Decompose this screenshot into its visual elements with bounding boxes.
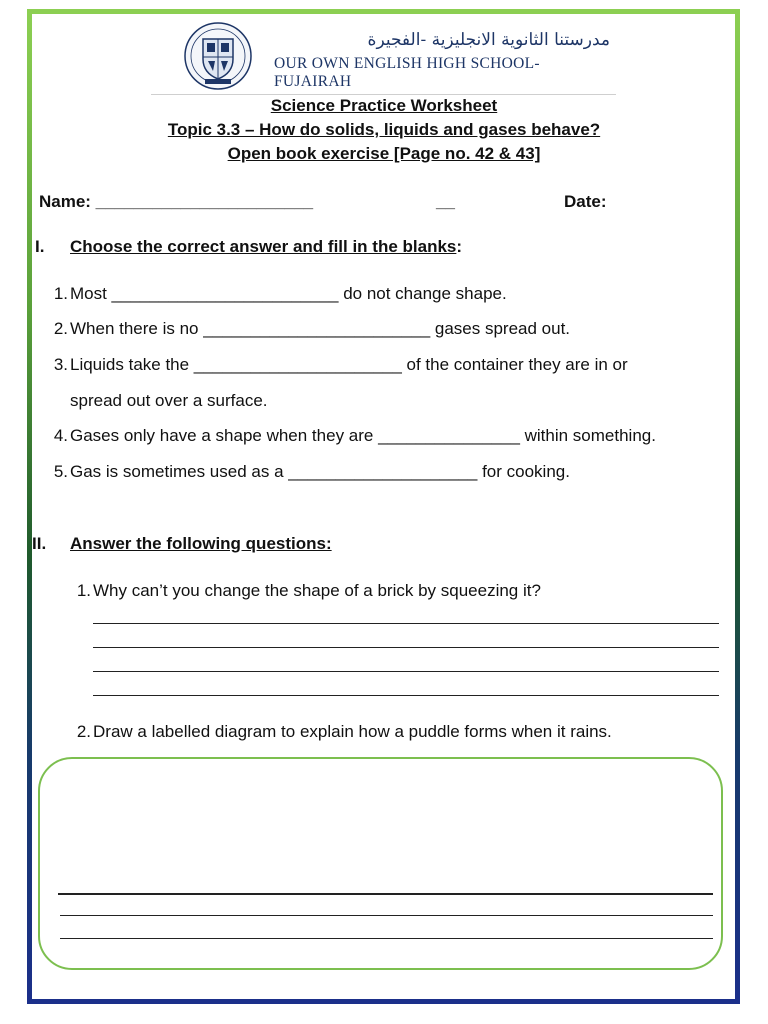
date-field[interactable]: Date: — [564, 192, 607, 211]
answer-line[interactable] — [60, 915, 713, 916]
question-number: 1. — [76, 581, 91, 600]
section-2-numeral: II. — [32, 534, 47, 553]
question-text: Gases only have a shape when they are _______________ within something. — [70, 426, 656, 445]
section-1-heading — [35, 237, 535, 259]
answer-line[interactable] — [93, 623, 719, 624]
answer-line[interactable] — [93, 695, 719, 696]
exercise-subtitle: Open book exercise [Page no. 42 & 43] — [227, 144, 541, 163]
school-name-english: OUR OWN ENGLISH HIGH SCHOOL-FUJAIRAH — [274, 55, 540, 90]
name-extra-blank: __ — [436, 192, 455, 211]
question-number: 3. — [53, 355, 68, 374]
school-crest-icon — [183, 21, 253, 91]
question-text: Draw a labelled diagram to explain how a puddle forms when it rains. — [93, 722, 612, 741]
question-number: 5. — [53, 462, 68, 481]
question-number: 4. — [53, 426, 68, 445]
worksheet-title: Science Practice Worksheet — [270, 96, 498, 115]
topic-title: Topic 3.3 – How do solids, liquids and gases behave? — [167, 120, 601, 139]
section-1-numeral: I. — [35, 237, 45, 256]
question-text: When there is no ________________________ gases spread out. — [70, 319, 571, 338]
section-2-heading — [32, 534, 532, 556]
answer-line[interactable] — [60, 938, 713, 939]
question-number: 2. — [53, 319, 68, 338]
question-text: Liquids take the ______________________ of the container they are in or — [70, 355, 628, 374]
question-text: Most ________________________ do not change shape. — [70, 284, 507, 303]
section-1-title-text: Choose the correct answer and fill in the blanks — [70, 237, 457, 256]
question-text: Gas is sometimes used as a ____________________ for cooking. — [70, 462, 570, 481]
question-number: 1. — [53, 284, 68, 303]
name-field[interactable]: Name: _______________________ — [39, 192, 314, 211]
answer-line[interactable] — [93, 671, 719, 672]
section-1-colon: : — [456, 237, 463, 256]
question-number: 2. — [76, 722, 91, 741]
question-text: Why can’t you change the shape of a brick by squeezing it? — [93, 581, 541, 600]
answer-line[interactable] — [58, 893, 713, 895]
school-name-arabic: مدرستنا الثانوية الانجليزية -الفجيرة — [367, 30, 610, 50]
section-1-title — [70, 237, 462, 257]
section-2-title: Answer the following questions: — [70, 534, 332, 553]
answer-line[interactable] — [93, 647, 719, 648]
question-text: spread out over a surface. — [70, 391, 268, 410]
